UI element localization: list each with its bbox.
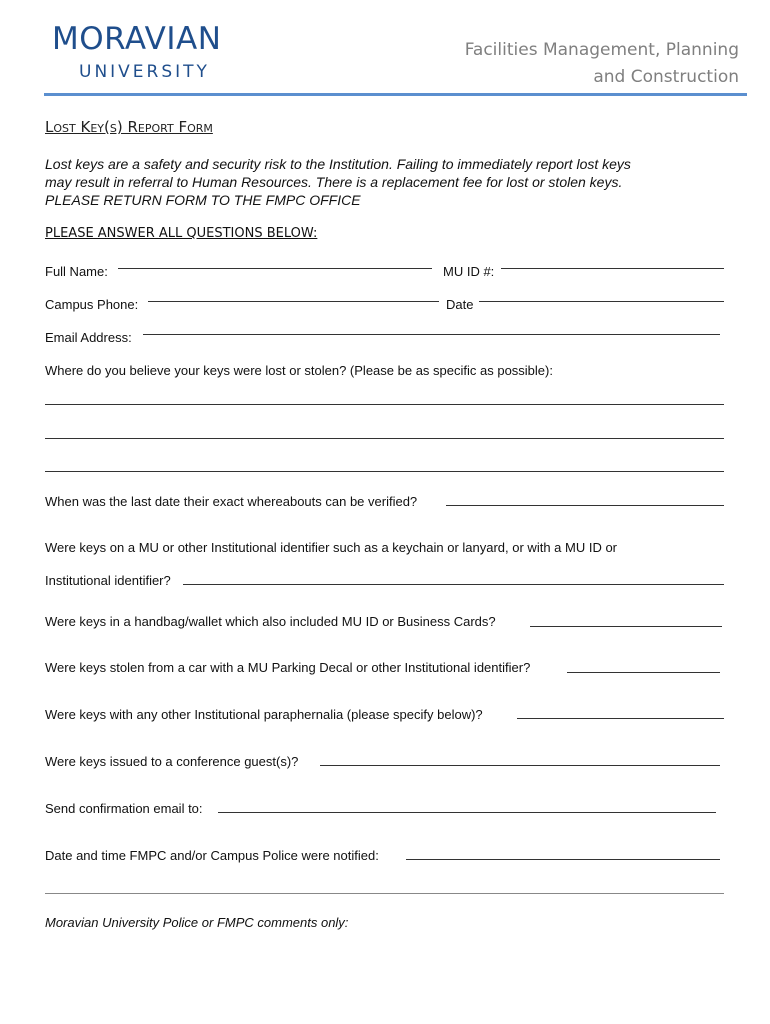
- comments-separator: [45, 893, 724, 894]
- full-name-label: Full Name:: [45, 264, 108, 279]
- where-lost-field-1[interactable]: [45, 404, 724, 405]
- identifier-label-1: Were keys on a MU or other Institutional identifier such as a keychain or lanyard, or with a MU ID or: [45, 540, 618, 555]
- confirmation-label: Send confirmation email to:: [45, 801, 203, 816]
- logo-moravian: MORAVIAN: [52, 21, 222, 57]
- date-field[interactable]: [479, 301, 724, 302]
- header-rule: [44, 93, 747, 96]
- email-label: Email Address:: [45, 330, 132, 345]
- where-lost-field-2[interactable]: [45, 438, 724, 439]
- campus-phone-label: Campus Phone:: [45, 297, 139, 312]
- paraphernalia-field[interactable]: [517, 718, 724, 719]
- handbag-label: Were keys in a handbag/wallet which also included MU ID or Business Cards?: [45, 614, 496, 629]
- confirmation-field[interactable]: [218, 812, 716, 813]
- department-name: [465, 37, 739, 91]
- intro-line-2: may result in referral to Human Resources. There is a replacement fee for lost or stolen keys.: [45, 174, 623, 190]
- last-date-field[interactable]: [446, 505, 724, 506]
- department-line-2: and Construction: [593, 67, 739, 87]
- mu-id-label: MU ID #:: [443, 264, 495, 279]
- car-field[interactable]: [567, 672, 720, 673]
- last-date-label: When was the last date their exact whereabouts can be verified?: [45, 494, 418, 509]
- notified-field[interactable]: [406, 859, 720, 860]
- handbag-field[interactable]: [530, 626, 722, 627]
- where-lost-field-3[interactable]: [45, 471, 724, 472]
- department-line-1: Facilities Management, Planning: [464, 40, 739, 60]
- comments-note: Moravian University Police or FMPC comments only:: [45, 915, 349, 930]
- car-label: Were keys stolen from a car with a MU Parking Decal or other Institutional identifier?: [45, 660, 531, 675]
- identifier-label-2: Institutional identifier?: [45, 573, 171, 588]
- conference-field[interactable]: [320, 765, 720, 766]
- conference-label: Were keys issued to a conference guest(s)?: [45, 754, 299, 769]
- logo-university: UNIVERSITY: [79, 62, 210, 82]
- paraphernalia-label: Were keys with any other Institutional paraphernalia (please specify below)?: [45, 707, 483, 722]
- email-field[interactable]: [143, 334, 720, 335]
- intro-line-3: PLEASE RETURN FORM TO THE FMPC OFFICE: [45, 192, 361, 208]
- notified-label: Date and time FMPC and/or Campus Police were notified:: [45, 848, 379, 863]
- mu-id-field[interactable]: [501, 268, 724, 269]
- identifier-field[interactable]: [183, 584, 724, 585]
- form-title: Lost Key(s) Report Form: [45, 118, 213, 136]
- where-lost-label: Where do you believe your keys were lost or stolen? (Please be as specific as possible):: [45, 363, 553, 378]
- campus-phone-field[interactable]: [148, 301, 439, 302]
- instructions-heading: PLEASE ANSWER ALL QUESTIONS BELOW:: [45, 226, 318, 241]
- intro-line-1: Lost keys are a safety and security risk to the Institution. Failing to immediately report lost keys: [45, 156, 631, 172]
- intro-paragraph: [45, 155, 735, 209]
- date-label: Date: [446, 297, 474, 312]
- full-name-field[interactable]: [118, 268, 432, 269]
